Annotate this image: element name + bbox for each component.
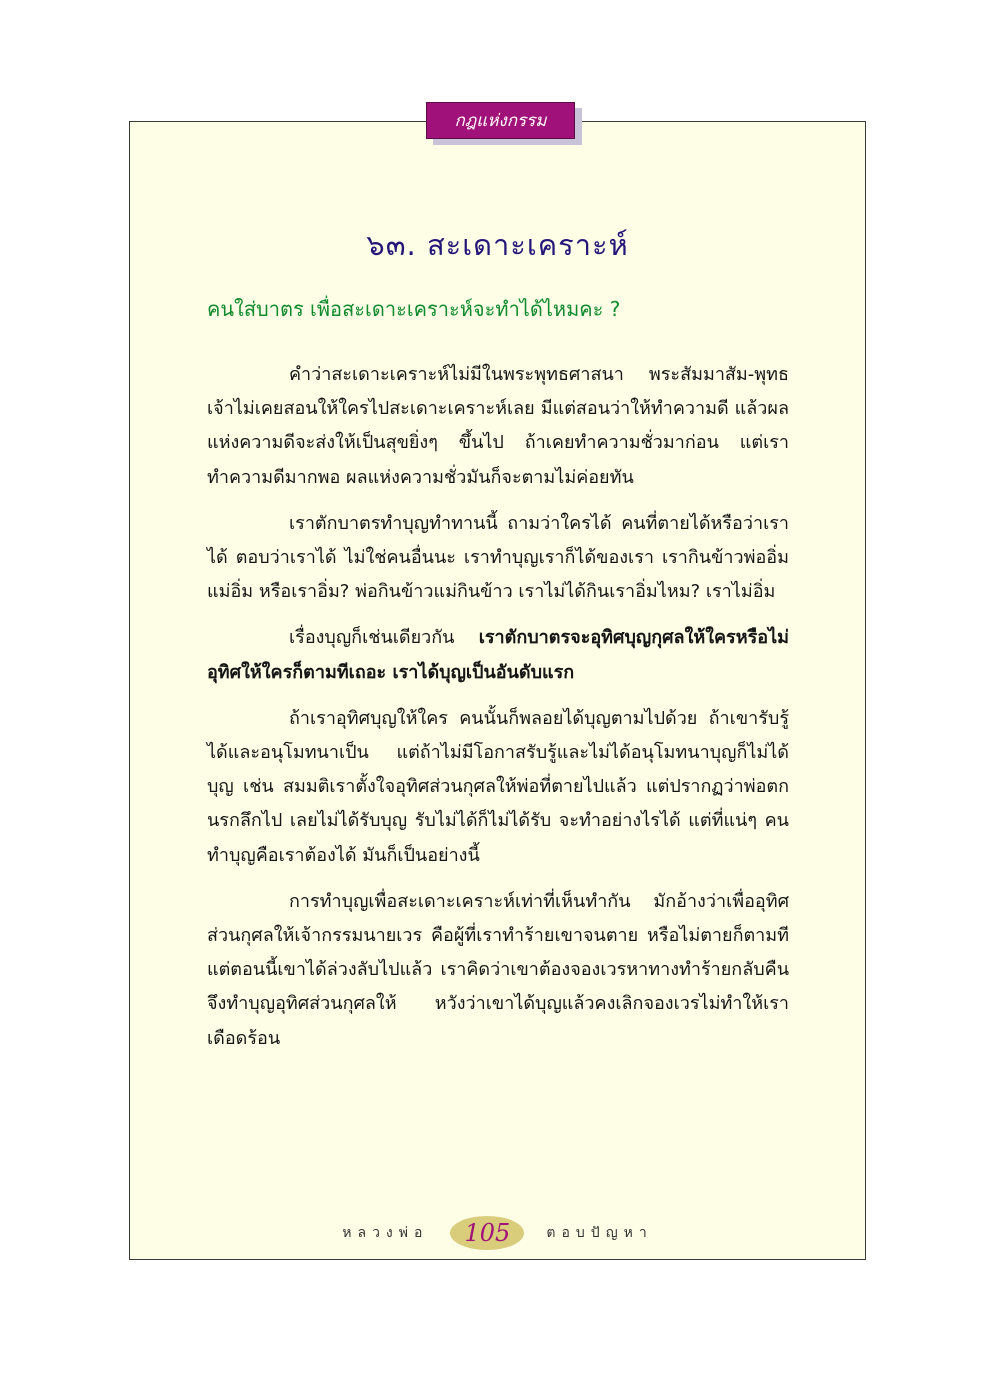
page-number-badge: 105 <box>450 1216 524 1250</box>
chapter-question: คนใส่บาตร เพื่อสะเดาะเคราะห์จะทำได้ไหมคะ ? <box>207 297 621 321</box>
header-tab <box>426 102 575 139</box>
header-tab-label: กฎแห่งกรรม <box>454 111 547 131</box>
paragraph-1: คำว่าสะเดาะเคราะห์ไม่มีในพระพุทธศาสนา พระสัมมาสัม-พุทธเจ้าไม่เคยสอนให้ใครไปสะเดาะเคราะห์เลย มีแต่สอนว่าให้ทำความดี แล้วผลแห่งความดีจะส่งให้เป็นสุขยิ่งๆ ขึ้นไป ถ้าเคยทำความชั่วมาก่อน แต่เราทำความดีมากพอ ผลแห่งความชั่วมันก็จะตามไม่ค่อยทัน <box>207 364 789 488</box>
body-text <box>207 358 789 1068</box>
paragraph-2: เราตักบาตรทำบุญทำทานนี้ ถามว่าใครได้ คนที่ตายได้หรือว่าเราได้ ตอบว่าเราได้ ไม่ใช่คนอื่นนะ เราทำบุญเราก็ได้ของเรา เรากินข้าวพ่ออิ่ม แม่อิ่ม หรือเราอิ่ม? พ่อกินข้าวแม่กินข้าว เราไม่ได้กินเราอิ่มไหม? เราไม่อิ่ม <box>207 512 789 603</box>
chapter-title: ๖๓. สะเดาะเคราะห์ <box>366 228 629 262</box>
paragraph-3 <box>207 621 789 689</box>
paragraph-5: การทำบุญเพื่อสะเดาะเคราะห์เท่าที่เห็นทำกัน มักอ้างว่าเพื่ออุทิศส่วนกุศลให้เจ้ากรรมนายเวร คือผู้ที่เราทำร้ายเขาจนตาย หรือไม่ตายก็ตามที แต่ตอนนี้เขาได้ล่วงลับไปแล้ว เราคิดว่าเขาต้องจองเวรหาทางทำร้ายกลับคืน จึงทำบุญอุทิศส่วนกุศลให้ หวังว่าเขาได้บุญแล้วคงเลิกจองเวรไม่ทำให้เราเดือดร้อน <box>207 890 789 1049</box>
paragraph-4: ถ้าเราอุทิศบุญให้ใคร คนนั้นก็พลอยได้บุญตามไปด้วย ถ้าเขารับรู้ได้และอนุโมทนาเป็น แต่ถ้าไม่มีโอกาสรับรู้และไม่ได้อนุโมทนาบุญก็ไม่ได้บุญ เช่น สมมติเราตั้งใจอุทิศส่วนกุศลให้พ่อที่ตายไปแล้ว แต่ปรากฏว่าพ่อตกนรกลึกไป เลยไม่ได้รับบุญ รับไม่ได้ก็ไม่ได้รับ จะทำอย่างไรได้ แต่ที่แน่ๆ คนทำบุญคือเราต้องได้ มันก็เป็นอย่างนี้ <box>207 707 789 866</box>
footer-right-text: ตอบปัญหา <box>546 1225 653 1241</box>
paragraph-3-emphasis: เราตักบาตรจะอุทิศบุญกุศลให้ใครหรือไม่อุทิศให้ใครก็ตามทีเถอะ เราได้บุญเป็นอันดับแรก <box>207 627 789 683</box>
footer-left-text: หลวงพ่อ <box>342 1225 429 1241</box>
page-footer <box>129 1213 866 1253</box>
paragraph-3-lead: เรื่องบุญก็เช่นเดียวกัน <box>289 627 479 649</box>
